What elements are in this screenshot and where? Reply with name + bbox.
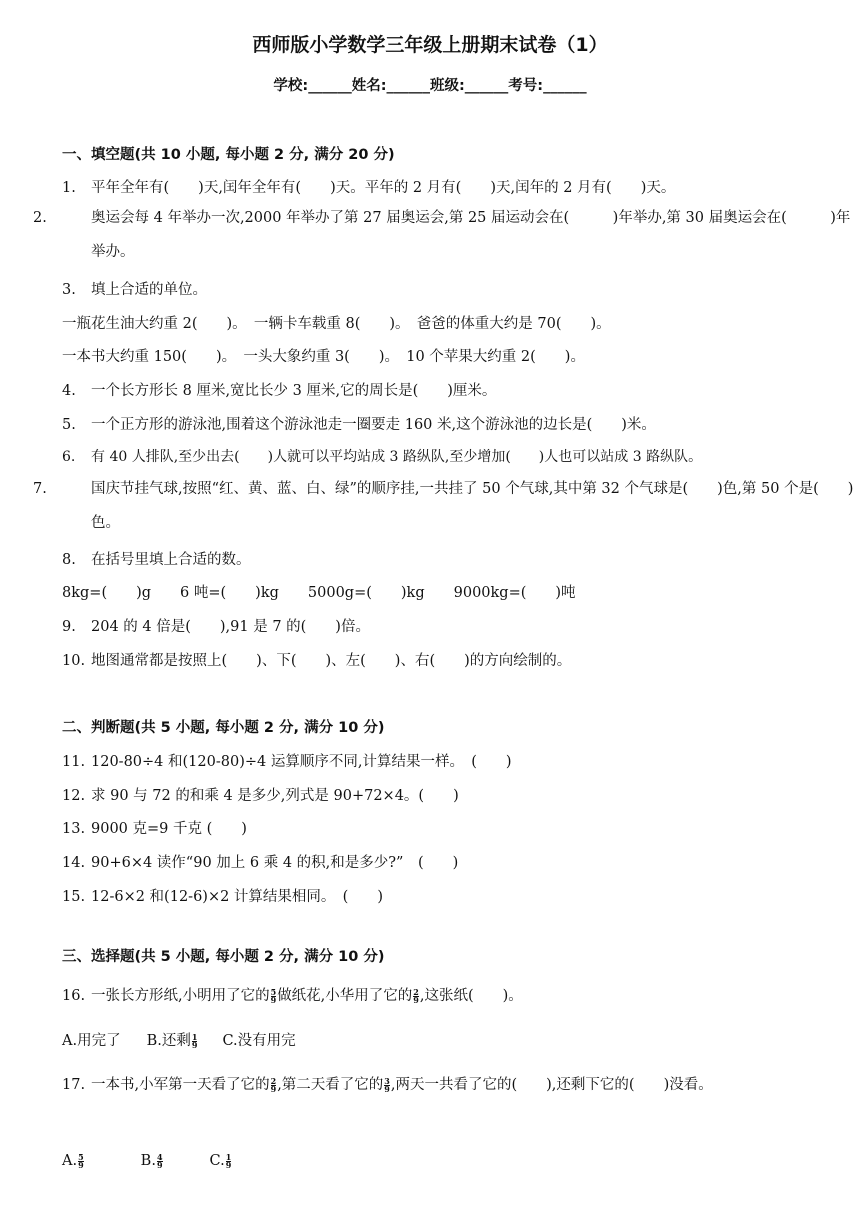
fraction: $\frac{5}{9}$ xyxy=(78,1151,84,1170)
option-a: A. xyxy=(62,1153,78,1169)
question-number: 10. xyxy=(62,653,86,669)
question-number: 16. xyxy=(62,988,86,1004)
fraction: $\frac{1}{9}$ xyxy=(191,1031,198,1050)
question-16 xyxy=(62,984,834,1005)
question-8 xyxy=(62,548,834,569)
section-heading-multiple-choice: 三、选择题(共 5 小题, 每小题 2 分, 满分 10 分) xyxy=(62,949,385,965)
question-4 xyxy=(62,379,834,400)
question-text-part: ,第二天看了它的 xyxy=(277,1077,384,1093)
question-text-part: 做纸花,小华用了它的 xyxy=(277,988,413,1004)
question-5 xyxy=(62,413,834,434)
question-number: 3. xyxy=(62,282,76,298)
question-text: 一个长方形长 8 厘米,宽比长少 3 厘米,它的周长是( )厘米。 xyxy=(91,383,497,399)
question-3-line-a: 一瓶花生油大约重 2( )。 一辆卡车载重 8( )。 爸爸的体重大约是 70( )。 xyxy=(62,316,611,332)
question-number: 6. xyxy=(62,449,76,465)
fraction: $\frac{4}{9}$ xyxy=(156,1151,163,1170)
fraction: $\frac{5}{9}$ xyxy=(270,986,277,1005)
question-1 xyxy=(62,176,834,197)
question-10 xyxy=(62,649,834,670)
question-16-options xyxy=(62,1029,834,1050)
question-number: 14. xyxy=(62,855,86,871)
question-number: 17. xyxy=(62,1077,86,1093)
fraction: $\frac{2}{9}$ xyxy=(270,1075,277,1094)
question-text: 204 的 4 倍是( ),91 是 7 的( )倍。 xyxy=(91,619,370,635)
question-number: 2. xyxy=(33,210,47,226)
question-text: 求 90 与 72 的和乘 4 是多少,列式是 90+72×4。( ) xyxy=(91,788,459,804)
question-number: 5. xyxy=(62,417,76,433)
question-2 xyxy=(33,201,860,269)
question-text-part: 一张长方形纸,小明用了它的 xyxy=(91,988,270,1004)
question-text: 奥运会每 4 年举办一次,2000 年举办了第 27 届奥运会,第 25 届运动会在( )年举办,第 30 届奥运会在( )年举办。 xyxy=(91,210,851,260)
question-7 xyxy=(33,472,860,540)
option-a: A.用完了 xyxy=(62,1033,121,1049)
question-text: 90+6×4 读作“90 加上 6 乘 4 的积,和是多少?” ( ) xyxy=(91,855,459,871)
question-12 xyxy=(62,784,834,805)
question-13 xyxy=(62,817,834,838)
section-heading-true-false: 二、判断题(共 5 小题, 每小题 2 分, 满分 10 分) xyxy=(62,720,385,736)
question-14 xyxy=(62,851,834,872)
option-b: B.还剩 xyxy=(146,1033,191,1049)
question-text-part: 一本书,小军第一天看了它的 xyxy=(91,1077,270,1093)
question-number: 12. xyxy=(62,788,86,804)
question-9 xyxy=(62,615,834,636)
question-number: 15. xyxy=(62,889,86,905)
question-number: 4. xyxy=(62,383,76,399)
student-info-line: 学校:______姓名:______班级:______考号:______ xyxy=(273,78,587,94)
option-c: C.没有用完 xyxy=(222,1033,296,1049)
option-c: C. xyxy=(209,1153,225,1169)
question-text: 在括号里填上合适的数。 xyxy=(91,552,251,568)
question-text: 填上合适的单位。 xyxy=(91,282,207,298)
question-text-part: ,两天一共看了它的( ),还剩下它的( )没看。 xyxy=(390,1077,713,1093)
question-number: 11. xyxy=(62,754,86,770)
question-text: 120-80÷4 和(120-80)÷4 运算顺序不同,计算结果一样。 ( ) xyxy=(91,754,512,770)
question-text: 平年全年有( )天,闰年全年有( )天。平年的 2 月有( )天,闰年的 2 月有( )天。 xyxy=(91,180,676,196)
question-number: 1. xyxy=(62,180,76,196)
question-text-part: ,这张纸( )。 xyxy=(419,988,523,1004)
question-17 xyxy=(62,1073,834,1094)
question-number: 9. xyxy=(62,619,76,635)
question-text: 9000 克=9 千克 ( ) xyxy=(91,821,247,837)
fraction: $\frac{3}{9}$ xyxy=(384,1075,390,1094)
section-heading-fill-blank: 一、填空题(共 10 小题, 每小题 2 分, 满分 20 分) xyxy=(62,147,395,163)
question-11 xyxy=(62,750,834,771)
question-3 xyxy=(62,278,834,299)
question-17-options xyxy=(62,1153,834,1169)
question-15 xyxy=(62,885,834,906)
question-number: 8. xyxy=(62,552,76,568)
fraction: $\frac{1}{9}$ xyxy=(225,1151,232,1170)
option-b: B. xyxy=(140,1153,156,1169)
page-title: 西师版小学数学三年级上册期末试卷（1） xyxy=(252,34,608,56)
fraction: $\frac{2}{9}$ xyxy=(413,986,419,1005)
question-8-line-a: 8kg=( )g 6 吨=( )kg 5000g=( )kg 9000kg=( )吨 xyxy=(62,585,576,601)
question-number: 7. xyxy=(33,481,47,497)
question-text: 国庆节挂气球,按照“红、黄、蓝、白、绿”的顺序挂,一共挂了 50 个气球,其中第 32 个气球是( )色,第 50 个是( )色。 xyxy=(91,481,854,531)
question-text: 地图通常都是按照上( )、下( )、左( )、右( )的方向绘制的。 xyxy=(91,653,572,669)
question-text: 一个正方形的游泳池,围着这个游泳池走一圈要走 160 米,这个游泳池的边长是( )米。 xyxy=(91,417,656,433)
question-3-line-b: 一本书大约重 150( )。 一头大象约重 3( )。 10 个苹果大约重 2( )。 xyxy=(62,349,585,365)
question-text: 12-6×2 和(12-6)×2 计算结果相同。 ( ) xyxy=(91,889,383,905)
question-6 xyxy=(62,446,834,466)
question-number: 13. xyxy=(62,821,86,837)
question-text: 有 40 人排队,至少出去( )人就可以平均站成 3 路纵队,至少增加( )人也可以站成 3 路纵队。 xyxy=(91,449,703,465)
